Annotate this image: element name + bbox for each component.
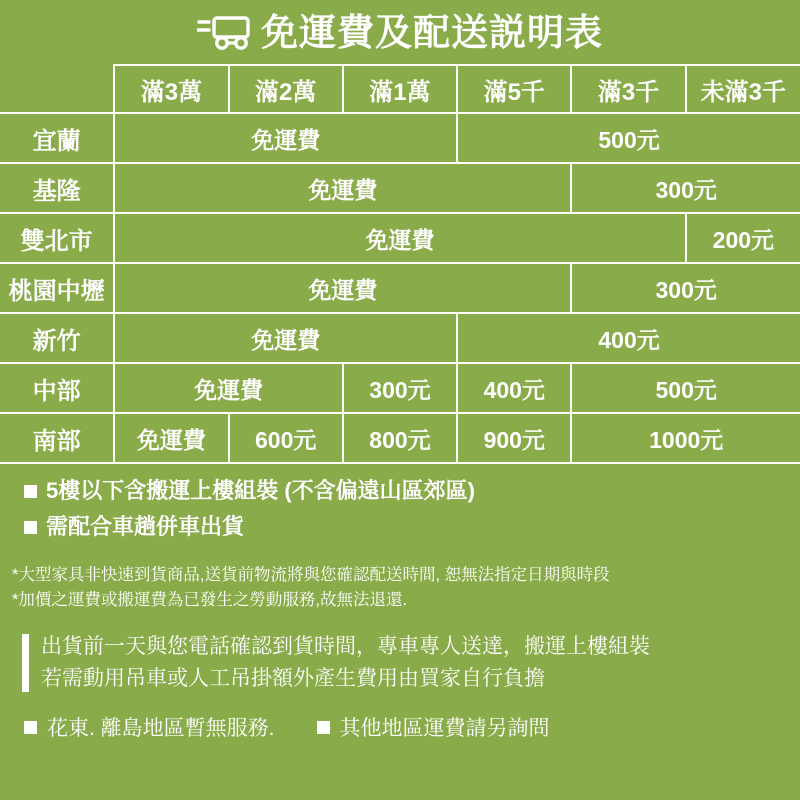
row-header: 桃園中壢 [0, 263, 114, 313]
table-row [0, 213, 800, 263]
square-bullet-icon [24, 521, 37, 534]
footer-notes [0, 712, 800, 742]
fee-cell: 200元 [686, 213, 800, 263]
note-text: 5樓以下含搬運上樓組裝 (不含偏遠山區郊區) [46, 478, 476, 503]
fee-cell: 600元 [229, 413, 343, 463]
table-row [0, 313, 800, 363]
fee-cell: 300元 [571, 263, 800, 313]
fee-cell: 400元 [457, 313, 800, 363]
square-bullet-icon [317, 721, 330, 734]
fee-cell: 900元 [457, 413, 571, 463]
disclaimer-line: *大型家具非快速到貨商品,送貨前物流將與您確認配送時間, 恕無法指定日期與時段 [12, 565, 610, 584]
fee-cell: 500元 [571, 363, 800, 413]
row-header: 基隆 [0, 163, 114, 213]
column-header: 滿3千 [571, 65, 685, 113]
square-bullet-icon [24, 485, 37, 498]
column-header: 未滿3千 [686, 65, 800, 113]
table-row [0, 413, 800, 463]
table-header-row [0, 65, 800, 113]
fee-cell: 免運費 [114, 313, 457, 363]
highlight-line: 若需動用吊車或人工吊掛額外產生費用由買家自行負擔 [41, 667, 545, 691]
square-bullet-icon [24, 721, 37, 734]
row-header: 中部 [0, 363, 114, 413]
highlight-line: 出貨前一天與您電話確認到貨時間，專車專人送達，搬運上樓組裝 [41, 634, 650, 658]
table-row [0, 113, 800, 163]
fee-cell: 300元 [343, 363, 457, 413]
fee-cell: 免運費 [114, 263, 571, 313]
row-header: 新竹 [0, 313, 114, 363]
vertical-bar-accent [22, 634, 29, 693]
disclaimer-block [0, 563, 800, 614]
delivery-truck-icon [197, 12, 251, 52]
fee-cell: 免運費 [114, 163, 571, 213]
footer-left-text: 花東. 離島地區暫無服務. [47, 717, 275, 741]
fee-cell: 免運費 [114, 363, 343, 413]
note-item [24, 478, 800, 504]
fee-cell: 800元 [343, 413, 457, 463]
fee-cell: 500元 [457, 113, 800, 163]
row-header: 雙北市 [0, 213, 114, 263]
disclaimer-line: *加價之運費或搬運費為已發生之勞動服務,故無法退還. [12, 591, 408, 610]
notes-list [0, 478, 800, 541]
table-corner-cell [0, 65, 114, 113]
table-row [0, 163, 800, 213]
fee-cell: 1000元 [571, 413, 800, 463]
column-header: 滿5千 [457, 65, 571, 113]
table-row [0, 263, 800, 313]
row-header: 宜蘭 [0, 113, 114, 163]
table-body [0, 113, 800, 463]
fee-cell: 400元 [457, 363, 571, 413]
footer-right-text: 其他地區運費請另詢問 [339, 717, 550, 741]
column-header: 滿2萬 [229, 65, 343, 113]
page-title [0, 0, 800, 64]
fee-cell: 300元 [571, 163, 800, 213]
fee-cell: 免運費 [114, 213, 685, 263]
title-text: 免運費及配送説明表 [261, 11, 603, 53]
fee-table [0, 64, 800, 464]
column-header: 滿3萬 [114, 65, 228, 113]
row-header: 南部 [0, 413, 114, 463]
note-item [24, 514, 800, 540]
note-text: 需配合車趟併車出貨 [46, 514, 245, 540]
table-row [0, 363, 800, 413]
fee-cell: 免運費 [114, 113, 457, 163]
fee-cell: 免運費 [114, 413, 228, 463]
column-header: 滿1萬 [343, 65, 457, 113]
highlight-block [0, 634, 800, 693]
